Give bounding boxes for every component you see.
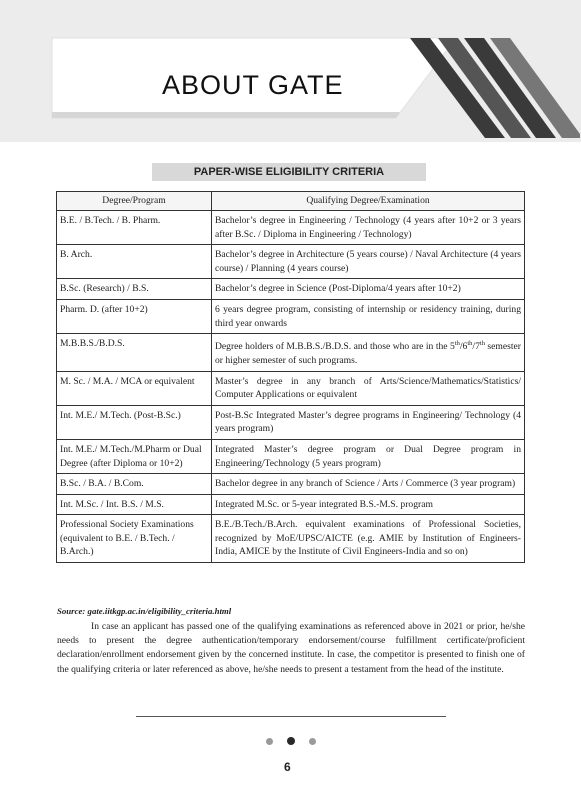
table-row [57, 245, 525, 279]
page-dot [309, 738, 316, 745]
table-row [57, 211, 525, 245]
qualification-cell: Integrated M.Sc. or 5-year integrated B.S.-M.S. program [212, 494, 525, 515]
table-row [57, 439, 525, 473]
degree-cell: B.Sc. / B.A. / B.Com. [57, 474, 212, 495]
degree-cell: B.Sc. (Research) / B.S. [57, 279, 212, 300]
degree-cell: M. Sc. / M.A. / MCA or equivalent [57, 371, 212, 405]
page-dot-active [287, 737, 295, 745]
degree-cell: M.B.B.S./B.D.S. [57, 334, 212, 371]
degree-cell: Int. M.Sc. / Int. B.S. / M.S. [57, 494, 212, 515]
degree-cell: Pharm. D. (after 10+2) [57, 299, 212, 333]
degree-cell: Professional Society Examinations (equivalent to B.E. / B.Tech. / B.Arch.) [57, 515, 212, 563]
degree-cell: B. Arch. [57, 245, 212, 279]
source-citation: Source: gate.iitkgp.ac.in/eligibility_criteria.html [57, 606, 232, 616]
page-number: 6 [284, 760, 291, 774]
page-title: ABOUT GATE [162, 70, 344, 100]
qualification-cell: Bachelor’s degree in Architecture (5 years course) / Naval Architecture (4 years course) / Planning (4 years course) [212, 245, 525, 279]
table-row [57, 371, 525, 405]
qualification-cell: Bachelor’s degree in Science (Post-Diploma/4 years after 10+2) [212, 279, 525, 300]
column-header: Qualifying Degree/Examination [212, 192, 525, 211]
qualification-cell: Master’s degree in any branch of Arts/Science/Mathematics/Statistics/ Computer Applications or equivalent [212, 371, 525, 405]
table-row [57, 334, 525, 371]
qualification-cell: 6 years degree program, consisting of internship or residency training, during third year onwards [212, 299, 525, 333]
table-row [57, 515, 525, 563]
table-row [57, 494, 525, 515]
eligibility-table [56, 191, 525, 563]
qualification-cell: B.E./B.Tech./B.Arch. equivalent examinations of Professional Societies, recognized by MoE/UPSC/AICTE (e.g. AMIE by Institution of Engineers-India, AMICE by the Institute of Civil Engineers-India and so on) [212, 515, 525, 563]
qualification-cell: Degree holders of M.B.B.S./B.D.S. and those who are in the 5th/6th/7th semester or higher semester of such programs. [212, 334, 525, 371]
degree-cell: B.E. / B.Tech. / B. Pharm. [57, 211, 212, 245]
page-dot [266, 738, 273, 745]
degree-cell: Int. M.E./ M.Tech. (Post-B.Sc.) [57, 405, 212, 439]
qualification-cell: Bachelor’s degree in Engineering / Technology (4 years after 10+2 or 3 years after B.Sc. / Diploma in Engineering / Technology) [212, 211, 525, 245]
table-row [57, 474, 525, 495]
qualification-cell: Post-B.Sc Integrated Master’s degree programs in Engineering/ Technology (4 years program) [212, 405, 525, 439]
column-header: Degree/Program [57, 192, 212, 211]
degree-cell: Int. M.E./ M.Tech./M.Pharm or Dual Degree (after Diploma or 10+2) [57, 439, 212, 473]
body-paragraph: In case an applicant has passed one of the qualifying examinations as referenced above in 2021 or prior, he/she needs to present the degree authentication/temporary endorsement/course fulfillment certificate/proficient declaration/enrollment endorsement given by the concerned institute. In case, the competitor is presented to finish one of the qualifying criteria or later referenced as above, he/she needs to present a testament from the head of the institute. [57, 621, 525, 675]
table-row [57, 405, 525, 439]
qualification-cell: Integrated Master’s degree program or Dual Degree program in Engineering/Technology (5 years program) [212, 439, 525, 473]
section-heading: PAPER-WISE ELIGIBILITY CRITERIA [152, 163, 426, 181]
qualification-cell: Bachelor degree in any branch of Science / Arts / Commerce (3 year program) [212, 474, 525, 495]
footer-divider [136, 716, 446, 717]
table-row [57, 299, 525, 333]
table-header-row [57, 192, 525, 211]
table-row [57, 279, 525, 300]
